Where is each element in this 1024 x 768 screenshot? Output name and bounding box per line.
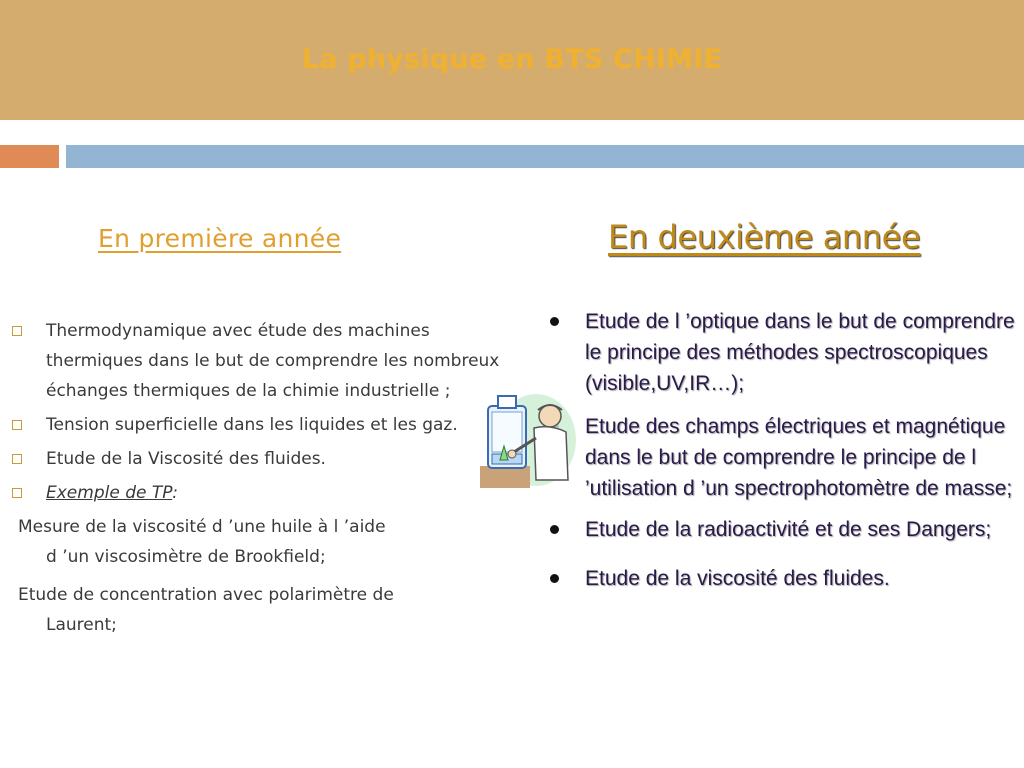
square-bullet-icon — [12, 454, 22, 464]
round-bullet-icon — [550, 317, 559, 326]
first-year-heading: En première année — [98, 224, 342, 253]
tp-example-text: Mesure de la viscosité d ’une huile à l ’aide d ’un viscosimètre de Brookfield; — [18, 517, 386, 567]
second-year-heading: En deuxième année — [608, 218, 921, 256]
tp-example-text: Etude de concentration avec polarimètre de Laurent; — [18, 585, 394, 635]
square-bullet-icon — [12, 488, 22, 498]
list-item: Exemple de TP: — [12, 478, 502, 508]
list-item: Tension superficielle dans les liquides et les gaz. — [12, 410, 502, 440]
scientist-lab-icon — [478, 388, 578, 490]
slide-title: La physique en BTS CHIMIE — [301, 44, 723, 75]
accent-bar-blue — [66, 145, 1024, 168]
list-item: Etude de la radioactivité et de ses Dangers; — [540, 514, 1020, 545]
first-year-list — [12, 316, 502, 648]
accent-bar-orange — [0, 145, 59, 168]
list-item: Etude de la viscosité des fluides. — [540, 563, 1020, 594]
round-bullet-icon — [550, 574, 559, 583]
list-item: Etude de la Viscosité des fluides. — [12, 444, 502, 474]
list-item: Thermodynamique avec étude des machines thermiques dans le but de comprendre les nombreux échanges thermiques de la chimie industrielle ; — [12, 316, 502, 406]
tp-example-label: Exemple de TP — [46, 483, 173, 503]
second-year-list — [540, 306, 1020, 594]
list-item: Etude de l ’optique dans le but de comprendre le principe des méthodes spectroscopiques (visible,UV,IR…); — [540, 306, 1020, 399]
list-item: Etude des champs électriques et magnétique dans le but de comprendre le principe de l ’utilisation d ’un spectrophotomètre de masse; — [540, 411, 1020, 504]
round-bullet-icon — [550, 525, 559, 534]
square-bullet-icon — [12, 326, 22, 336]
square-bullet-icon — [12, 420, 22, 430]
